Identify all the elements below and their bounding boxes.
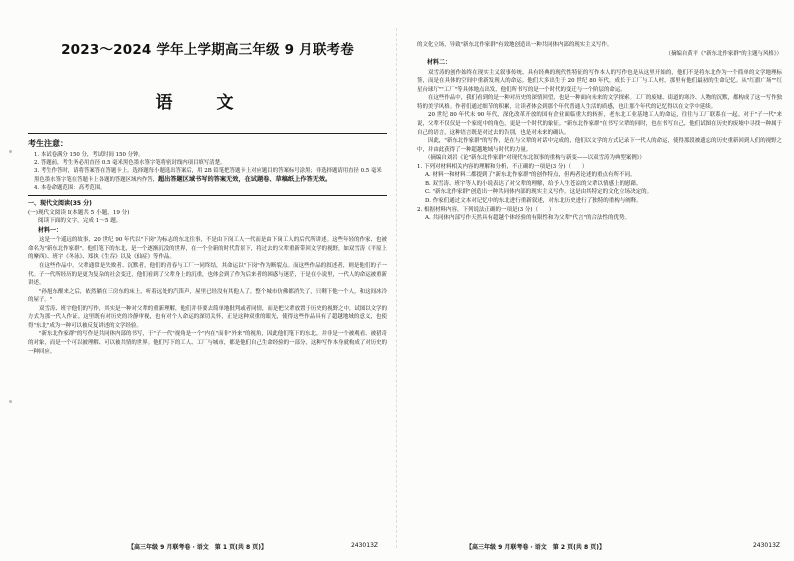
note-item: 4. 本卷命题范围：高考范围。 bbox=[34, 184, 106, 191]
footer-label: 【高三年级 9 月联考卷 · 语文 第 1 页(共 8 页)】 bbox=[128, 544, 267, 551]
question-2: 2. 根据材料内容，下列说法正确的一项是(3 分)（ ） bbox=[417, 206, 555, 213]
answer-option: A. 共同体内部写作天然具有超越个体经验的有限性和为父辈"代言"的合法性的优势。 bbox=[425, 215, 631, 222]
paragraph: 的文化立场，导致"新东北作家群"有效地创造出一种共同体内部的现实主义写作。 bbox=[417, 42, 613, 48]
note-warning: 超出答题区域书写的答案无效，在试题卷、草稿纸上作答无效。 bbox=[158, 175, 332, 183]
paragraph: "新东北作家群"的写作是共同体内部的书写，于"子一代"视角是一个"内在"而非"外来"的视角，因此他们笔下的东北，并非是一个被观看、被猎奇的对象，而是一个可以被理解、可以被共情的世界。他们写下的工人、工厂与城市，都是他们自己生命经验的一部分，这种写作本身就构成了对历史的一种回应。 bbox=[28, 331, 387, 355]
instruction: 阅读下面的文字，完成 1～5 题。 bbox=[38, 218, 122, 225]
paragraph: 20 世纪 80 年代末 90 年代，深化改革开放的国有企业面临重大的转折，老东北工业基地工人的命运，往往与工厂联系在一起。对于"子一代"来说，父辈不仅仅是一个家庭中的角色，更是一个时代的象征。"新东北作家群"在书写父辈的同时，也在书写自己，他们试图在历史的废墟中寻找一种属于自己的语言，这种语言既是对过去的告别，也是对未来的确认。 bbox=[417, 112, 782, 136]
section-heading: 一、现代文阅读(35 分) bbox=[28, 200, 92, 208]
material-label: 材料一： bbox=[38, 226, 63, 234]
subsection-heading: (一)现代文阅读 I(本题共 5 小题，19 分) bbox=[28, 209, 130, 216]
answer-option: A. 材料一和材料二都提到了"新东北作家群"的创作特点，但两者论述的重点有所不同。 bbox=[425, 172, 636, 179]
answer-option: B. 双雪涛、班宇等人的小说表达了对父辈的理解，给予人生苍凉的父辈以情感上的慰藉。 bbox=[425, 180, 642, 187]
footer-code: 243013Z bbox=[752, 542, 780, 549]
footer-code: 243013Z bbox=[350, 542, 378, 549]
paragraph: 这是一个遥远的故事，20 世纪 90 年代以"下岗"为标志的东北往事，不是由下岗工人一代而是由下岗工人的后代所讲述。这些年轻的作家，也被命名为"新东北作家群"。他们笔下的东北，是一个逐渐沉没的世界，在一个全新的时代背景下，将过去的父辈重新带回文学的视野，如双雪涛《平原上的摩西》、班宇《冬泳》、郑执《生吞》以及《仙症》等作品。 bbox=[28, 237, 387, 261]
source-citation: （摘编自黄平《"新东北作家群"的主题与风格》） bbox=[665, 50, 782, 57]
paragraph: 双雪涛、班宇他们的写作，其实是一种对父辈的重新理解，他们并非要去简单地批判或者同情，而是把父辈放置于历史的视野之中，试图以文学的方式为那一代人作证。这里既有对历史的冷静审视，也有对个人命运的深切关怀，正是这种双重的眼光，使得这些作品具有了超越地域的意义，也使得"东北"成为一种可以被反复讲述的文学经验。 bbox=[28, 305, 388, 329]
note-item: 1. 本试卷满分 150 分，考试时间 150 分钟。 bbox=[34, 152, 144, 158]
footer-label: 【高三年级 9 月联考卷 · 语文 第 2 页(共 8 页)】 bbox=[466, 544, 605, 551]
paragraph: 在这些作品中，我们看到的是一种对历史的深情回望，也是一种面向未来的文学探索。工厂的废墟、街道的寒冷、人物的沉默，都构成了这一写作独特的美学风格。作者们通过细节的积累，让读者体会到那个年代普通人生活的质感，也让那个年代的记忆得以在文学中延续。 bbox=[417, 95, 782, 110]
paragraph: 在这些作品中，父辈通常是失败者、沉默者，他们的青春与工厂一同终结，其命运以"下岗"作为断裂点。而这些作品的叙述者，则是他们的子一代。子一代所经历的是更为复杂的社会变迁，他们看到了父辈身上的沉重，也体会到了作为后来者的困惑与迷茫，于是在小说里，一代人的命运被重新讲述。 bbox=[28, 263, 387, 287]
note-item bbox=[28, 167, 387, 183]
answer-option: D. 作家们通过文本对记忆中的东北进行重新叙述，对东北历史进行了独特的重构与阐释。 bbox=[425, 198, 642, 205]
paragraph: 双雪涛的创作始终在现实主义叙事传统、具有经典的现代性特征的写作本人的写作也是从这里开始的，他们不是将东北作为一个简单的文学地理标签，而是在具体的空间中重新发现人的命运。他们大多出生于 20 世纪 80 年代，成长于工厂与工人村，那里有他们最初的生命记忆。从"红旗广场""红星台球厅""工厂"等具体地点出发，他们所书写的是一个时代的变迁与一个阶层的命运。 bbox=[417, 69, 782, 93]
subject-heading: 语文 bbox=[155, 93, 278, 113]
page-2 bbox=[397, 0, 794, 561]
exam-title: 2023～2024 学年上学期高三年级 9 月联考卷 bbox=[61, 42, 354, 58]
material-label: 材料二： bbox=[427, 59, 452, 67]
header-rule bbox=[28, 133, 387, 134]
quote-paragraph: "孙旭东醒来之后，依然躺在三房东的床上，听着远处的汽笛声，屋里已经没有其他人了，整个城市仿佛都消失了，只剩下他一个人，和这间冰冷的屋子。" bbox=[28, 288, 387, 304]
note-item: 2. 答题前，考生务必用直径 0.5 毫米黑色墨水签字笔将密封线内项目填写清楚。 bbox=[34, 160, 226, 167]
page-footer-right bbox=[466, 542, 780, 551]
answer-option: C. "新东北作家群"创造出一种共同体内部的现实主义写作，这是由其特定的文化立场决定的。 bbox=[425, 189, 653, 196]
notes-heading: 考生注意： bbox=[28, 139, 68, 148]
question-1: 1. 下列对材料相关内容的理解和分析，不正确的一项是(3 分)（ ） bbox=[417, 163, 588, 170]
page-footer-left bbox=[128, 542, 378, 551]
note-text: 3. 考生作答时，请将答案答在答题卡上。选择题每小题选出答案后，用 2B 铅笔把答题卡上对应题目的答案标号涂黑；非选择题请用直径 0.5 毫米黑色墨水签字笔在答题卡上各题的答题区域内作答， bbox=[34, 168, 382, 183]
notes-rule bbox=[28, 195, 387, 196]
paragraph: 因此，"新东北作家群"的写作，是在与父辈的对话中完成的，他们以文学的方式记录下一代人的命运，使得那段被遗忘的历史重新回到人们的视野之中，并由此获得了一种超越地域与时代的力量。 bbox=[417, 138, 782, 153]
source-citation: （摘编自刘岩《论"新东北作家群"对现代东北叙事的重构与新变——以双雪涛为典型案例》） bbox=[425, 155, 645, 162]
